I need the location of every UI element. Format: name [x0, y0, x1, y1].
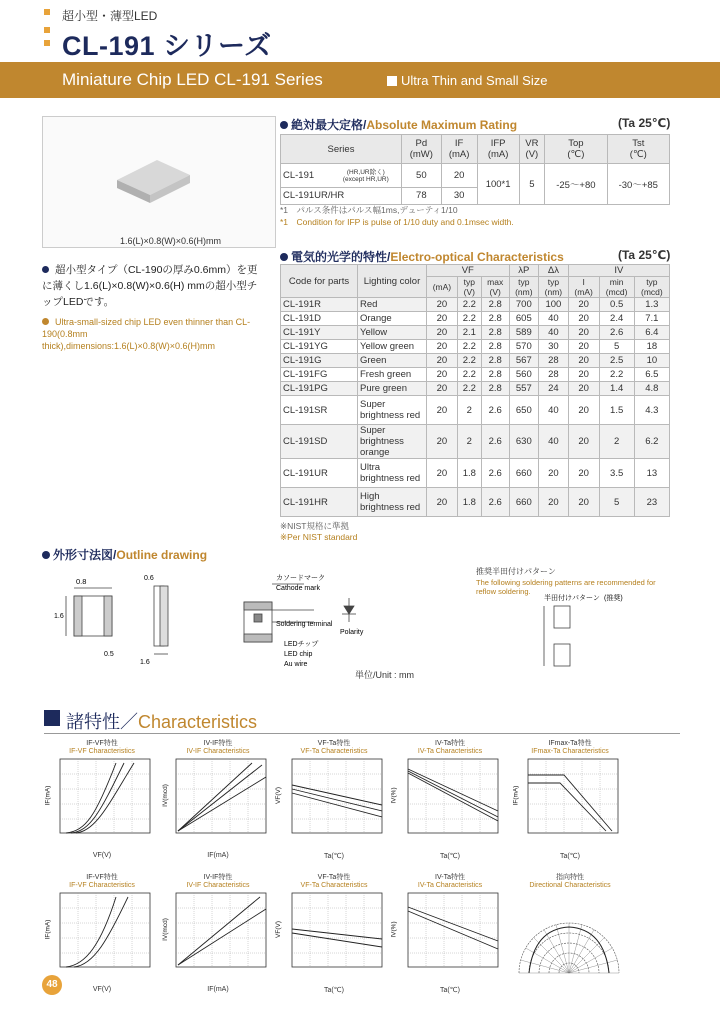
abs-max-title: 絶対最大定格/Absolute Maximum Rating [280, 116, 517, 133]
electro-value: 2.2 [457, 354, 481, 368]
graph-subtitle: VF-Ta Characteristics [300, 882, 368, 889]
electro-value: 20 [427, 425, 458, 459]
electro-value: 1.8 [457, 488, 481, 517]
characteristic-graph [162, 872, 274, 992]
electro-value: 570 [509, 340, 539, 354]
graph-subtitle: Directional Characteristics [529, 882, 611, 889]
electro-value: 40 [539, 312, 569, 326]
lighting-color: Fresh green [358, 368, 427, 382]
graph-plot [394, 755, 504, 847]
outline-polarity: Polarity [340, 629, 364, 636]
graph-plot [394, 889, 504, 981]
abs-vr: 5 [519, 164, 545, 205]
outline-dim-16a: 1.6 [54, 613, 64, 620]
electro-value: 7.1 [634, 312, 669, 326]
outline-pattern-rec: (推奨) [604, 595, 623, 602]
electro-value: 2.8 [481, 340, 509, 354]
photo-caption: 1.6(L)×0.8(W)×0.6(H)mm [120, 236, 222, 246]
electro-value: 2.6 [481, 459, 509, 488]
electro-title: 電気的光学的特性/Electro-optical Characteristics [280, 248, 564, 265]
electro-value: 20 [427, 368, 458, 382]
electro-value: 2.8 [481, 298, 509, 312]
electro-value: 660 [509, 488, 539, 517]
electro-value: 2.6 [481, 488, 509, 517]
abs-tst: -30～+85 [607, 164, 669, 205]
electro-row [281, 340, 670, 354]
electro-value: 2 [457, 425, 481, 459]
pattern-en: The following soldering patterns are recommended for reflow soldering. [476, 578, 656, 596]
outline-unit: 単位/Unit : mm [355, 670, 415, 680]
part-code: CL-191HR [281, 488, 358, 517]
electro-title-jp: 電気的光学的特性 [291, 250, 388, 264]
electro-value: 20 [568, 340, 599, 354]
graph-plot [46, 889, 156, 981]
lighting-color: Yellow [358, 326, 427, 340]
graph-x-label: VF(V) [92, 852, 112, 859]
bullet-icon [280, 253, 288, 261]
electro-value: 630 [509, 425, 539, 459]
page-title: CL-191 シリーズ [62, 31, 272, 61]
outline-chip-jp: LEDチップ [284, 641, 319, 648]
lighting-color: Orange [358, 312, 427, 326]
electro-value: 20 [427, 298, 458, 312]
abs-max-condition: (Ta 25℃) [618, 116, 671, 130]
characteristics-title: 諸特性／Characteristics [66, 712, 258, 732]
electro-value: 28 [539, 354, 569, 368]
th-iv-typ: typ (mcd) [634, 277, 669, 298]
feature-en [42, 316, 262, 352]
electro-value: 2.2 [457, 340, 481, 354]
graph-x-label: IF(mA) [207, 986, 229, 993]
electro-value: 20 [427, 382, 458, 396]
graph-subtitle: VF-Ta Characteristics [300, 748, 368, 755]
electro-value: 20 [427, 312, 458, 326]
electro-value: 20 [539, 488, 569, 517]
electro-value: 2.2 [457, 298, 481, 312]
graph-title: 指向特性 [556, 874, 584, 881]
graph-title: VF-Ta特性 [317, 874, 351, 881]
lighting-color: Super brightness orange [358, 425, 427, 459]
graph-title: IFmax-Ta特性 [548, 740, 592, 747]
electro-value: 20 [427, 488, 458, 517]
lighting-color: Super brightness red [358, 396, 427, 425]
electro-value: 2.2 [599, 368, 634, 382]
outline-title-jp: 外形寸法図 [53, 548, 114, 562]
electro-value: 20 [568, 368, 599, 382]
electro-value: 20 [568, 354, 599, 368]
th-vf-typ: typ (V) [457, 277, 481, 298]
electro-value: 560 [509, 368, 539, 382]
electro-value: 5 [599, 488, 634, 517]
th-tst: Tst (℃) [607, 135, 669, 164]
graph-plot [514, 755, 624, 847]
abs-note-en: *1 Condition for IFP is pulse of 1/10 duty and 0.1msec width. [280, 217, 514, 227]
electro-value: 30 [539, 340, 569, 354]
graph-subtitle: IF-VF Characteristics [69, 882, 135, 889]
electro-value: 6.2 [634, 425, 669, 459]
banner-subtitle-text: Ultra Thin and Small Size [401, 73, 548, 88]
electro-value: 6.4 [634, 326, 669, 340]
square-icon [387, 76, 397, 86]
electro-value: 20 [568, 459, 599, 488]
electro-value: 40 [539, 425, 569, 459]
th-ifp: IFP (mA) [477, 135, 519, 164]
electro-value: 40 [539, 396, 569, 425]
graph-x-label: VF(V) [92, 986, 112, 993]
outline-chip-en: LED chip [284, 651, 313, 658]
graph-title: IV-IF特性 [203, 874, 233, 881]
outline-terminal: Soldering terminal [276, 621, 333, 628]
abs-max-title-en: Absolute Maximum Rating [366, 118, 518, 132]
th-pd: Pd (mW) [401, 135, 441, 164]
pattern-title: 推奨半田付けパターン [476, 567, 556, 576]
characteristic-graph [514, 738, 626, 858]
outline-dim-08: 0.8 [76, 577, 87, 586]
lighting-color: Pure green [358, 382, 427, 396]
bullet-icon [42, 266, 49, 273]
bullet-icon [280, 121, 288, 129]
graph-y-label: IF(mA) [44, 785, 52, 806]
part-code: CL-191G [281, 354, 358, 368]
electro-title-en: Electro-optical Characteristics [390, 250, 564, 264]
th-top: Top (℃) [545, 135, 607, 164]
graph-plot [278, 755, 388, 847]
electro-value: 5 [599, 340, 634, 354]
characteristic-graph [46, 738, 158, 858]
th-iv-min: min (mcd) [599, 277, 634, 298]
graph-subtitle: IV-IF Characteristics [186, 748, 250, 755]
electro-value: 6.5 [634, 368, 669, 382]
graph-y-label: IV(mcd) [161, 784, 169, 807]
electro-value: 2.8 [481, 326, 509, 340]
th-vr: VR (V) [519, 135, 545, 164]
electro-value: 13 [634, 459, 669, 488]
th-vf-group: VF [427, 265, 510, 277]
bullet-icon [42, 551, 50, 559]
electro-value: 660 [509, 459, 539, 488]
electro-row [281, 382, 670, 396]
graph-x-label: Ta(℃) [560, 853, 580, 860]
graph-title: IV-Ta特性 [435, 740, 465, 747]
electro-row [281, 312, 670, 326]
abs-max-table [280, 134, 670, 205]
electro-value: 20 [568, 326, 599, 340]
characteristic-graph [390, 738, 506, 860]
electro-value: 4.3 [634, 396, 669, 425]
electro-value: 557 [509, 382, 539, 396]
graph-subtitle: IF-VF Characteristics [69, 748, 135, 755]
electro-value: 2.8 [481, 382, 509, 396]
electro-value: 2.1 [457, 326, 481, 340]
outline-dim-16b: 1.6 [140, 659, 150, 666]
electro-value: 100 [539, 298, 569, 312]
electro-value: 28 [539, 368, 569, 382]
characteristics-square-icon [44, 710, 60, 726]
electro-row [281, 354, 670, 368]
electro-value: 20 [427, 396, 458, 425]
graph-title: IV-IF特性 [203, 740, 233, 747]
th-lp-group: λP [509, 265, 539, 277]
banner-subtitle [387, 73, 547, 88]
graph-x-label: Ta(℃) [324, 853, 344, 860]
characteristic-graph [514, 872, 626, 992]
electro-value: 20 [568, 488, 599, 517]
graph-y-label: IV(%) [390, 787, 398, 804]
electro-value: 20 [427, 354, 458, 368]
th-vf-i: (mA) [427, 277, 458, 298]
header-square-1 [44, 9, 50, 15]
graph-title: IF-VF特性 [86, 740, 118, 747]
electro-value: 20 [568, 312, 599, 326]
outline-title-en: Outline drawing [116, 548, 208, 562]
electro-value: 2.2 [457, 368, 481, 382]
electro-value: 1.5 [599, 396, 634, 425]
graph-x-label: IF(mA) [207, 852, 229, 859]
graph-y-label: IV(mcd) [161, 918, 169, 941]
electro-value: 2.8 [481, 368, 509, 382]
electro-value: 3.5 [599, 459, 634, 488]
graph-x-label: Ta(℃) [440, 987, 460, 994]
th-color: Lighting color [358, 265, 427, 298]
graph-y-label: IF(mA) [44, 919, 52, 940]
graph-y-label: IV(%) [390, 921, 398, 938]
electro-value: 23 [634, 488, 669, 517]
electro-value: 605 [509, 312, 539, 326]
graph-y-label: VF(V) [274, 787, 282, 804]
graph-x-label: Ta(℃) [324, 987, 344, 994]
electro-value: 2.2 [457, 312, 481, 326]
header-square-3 [44, 40, 50, 46]
abs-series-note: (HR,UR除く) (except HR,UR) [331, 164, 402, 188]
banner-title: Miniature Chip LED CL-191 Series [62, 70, 323, 89]
th-vf-max: max (V) [481, 277, 509, 298]
electro-table [280, 264, 670, 517]
graph-subtitle: IV-Ta Characteristics [417, 882, 483, 889]
electro-value: 4.8 [634, 382, 669, 396]
graph-plot [278, 889, 388, 981]
outline-au-wire: Au wire [284, 661, 308, 668]
electro-value: 40 [539, 326, 569, 340]
electro-value: 1.4 [599, 382, 634, 396]
electro-value: 20 [427, 326, 458, 340]
abs-max-title-jp: 絶対最大定格 [291, 118, 364, 132]
graph-title: VF-Ta特性 [317, 740, 351, 747]
characteristics-title-jp: 諸特性 [66, 712, 120, 732]
abs-ifp: 100*1 [477, 164, 519, 205]
outline-cathode-en: Cathode mark [276, 585, 320, 592]
characteristic-graph [390, 872, 506, 994]
part-code: CL-191PG [281, 382, 358, 396]
graph-title: IF-VF特性 [86, 874, 118, 881]
graph-subtitle: IV-Ta Characteristics [417, 748, 483, 755]
electro-value: 2.8 [481, 312, 509, 326]
header-subtitle: 超小型・薄型LED [62, 9, 158, 23]
graph-y-label: IF(mA) [512, 785, 520, 806]
th-if: IF (mA) [441, 135, 477, 164]
header-square-2 [44, 27, 50, 33]
graph-x-label: Ta(℃) [440, 853, 460, 860]
graph-y-label: VF(V) [274, 921, 282, 938]
electro-value: 20 [427, 459, 458, 488]
characteristic-graph [274, 738, 390, 860]
electro-value: 20 [568, 298, 599, 312]
electro-note-jp: ※NIST規格に準拠 [280, 521, 349, 531]
graph-subtitle: IV-IF Characteristics [186, 882, 250, 889]
electro-value: 1.8 [457, 459, 481, 488]
characteristic-graph [274, 872, 390, 994]
lighting-color: Ultra brightness red [358, 459, 427, 488]
lighting-color: Yellow green [358, 340, 427, 354]
electro-value: 20 [568, 396, 599, 425]
th-iv-group: IV [568, 265, 669, 277]
electro-row [281, 488, 670, 517]
part-code: CL-191Y [281, 326, 358, 340]
th-lp-typ: typ (nm) [509, 277, 539, 298]
electro-row [281, 396, 670, 425]
part-code: CL-191SR [281, 396, 358, 425]
th-iv-i: I (mA) [568, 277, 599, 298]
characteristic-graph [162, 738, 274, 858]
electro-note-en: ※Per NIST standard [280, 532, 358, 542]
electro-value: 2.6 [599, 326, 634, 340]
graph-plot [514, 889, 624, 981]
abs-series-1: CL-191 [281, 164, 331, 188]
feature-en-text: Ultra-small-sized chip LED even thinner than CL-190(0.8mm thick),dimensions:1.6(L)×0.8(W)×0.6(H)mm [42, 317, 251, 351]
chip-led-image [112, 145, 192, 205]
electro-row [281, 459, 670, 488]
th-series: Series [281, 135, 402, 164]
electro-value: 2.6 [481, 425, 509, 459]
abs-if-2: 30 [441, 187, 477, 204]
abs-pd-1: 50 [401, 164, 441, 188]
bullet-icon [42, 318, 49, 325]
electro-value: 24 [539, 382, 569, 396]
part-code: CL-191SD [281, 425, 358, 459]
graph-plot [162, 889, 272, 981]
abs-top: -25～+80 [545, 164, 607, 205]
abs-series-2: CL-191UR/HR [281, 187, 402, 204]
th-dl-typ: typ (nm) [539, 277, 569, 298]
characteristics-title-en: Characteristics [138, 712, 258, 732]
lighting-color: Red [358, 298, 427, 312]
electro-value: 1.3 [634, 298, 669, 312]
electro-value: 2 [457, 396, 481, 425]
abs-pd-2: 78 [401, 187, 441, 204]
electro-value: 2.2 [457, 382, 481, 396]
graph-subtitle: IFmax-Ta Characteristics [531, 748, 609, 755]
electro-value: 20 [539, 459, 569, 488]
electro-condition: (Ta 25℃) [618, 248, 671, 262]
feature-jp-text: 超小型タイプ（CL-190の厚み0.6mm）を更に薄くし1.6(L)×0.8(W)×0.6(H) mmの超小型チップLEDです。 [42, 264, 258, 308]
electro-row [281, 425, 670, 459]
electro-value: 650 [509, 396, 539, 425]
electro-value: 10 [634, 354, 669, 368]
characteristic-graph [46, 872, 158, 992]
electro-value: 700 [509, 298, 539, 312]
part-code: CL-191R [281, 298, 358, 312]
characteristics-divider [44, 733, 680, 734]
electro-row [281, 298, 670, 312]
graph-title: IV-Ta特性 [435, 874, 465, 881]
electro-value: 2.4 [599, 312, 634, 326]
outline-dim-06: 0.6 [144, 575, 154, 582]
abs-if-1: 20 [441, 164, 477, 188]
electro-row [281, 326, 670, 340]
electro-value: 20 [427, 340, 458, 354]
outline-cathode-jp: カソードマーク [276, 575, 325, 582]
graph-plot [162, 755, 272, 847]
outline-dim-05: 0.5 [104, 651, 114, 658]
lighting-color: High brightness red [358, 488, 427, 517]
outline-title: 外形寸法図/Outline drawing [42, 546, 207, 563]
graph-plot [46, 755, 156, 847]
electro-value: 0.5 [599, 298, 634, 312]
electro-value: 2.8 [481, 354, 509, 368]
part-code: CL-191FG [281, 368, 358, 382]
electro-value: 2 [599, 425, 634, 459]
electro-value: 589 [509, 326, 539, 340]
lighting-color: Green [358, 354, 427, 368]
part-code: CL-191D [281, 312, 358, 326]
part-code: CL-191UR [281, 459, 358, 488]
abs-note-jp: *1 パルス条件はパルス幅1ms,デューティ1/10 [280, 205, 458, 215]
outline-pattern-label: 半田付けパターン [544, 595, 600, 602]
electro-value: 2.6 [481, 396, 509, 425]
electro-value: 20 [568, 382, 599, 396]
th-dl-group: Δλ [539, 265, 569, 277]
electro-value: 18 [634, 340, 669, 354]
page-number: 48 [42, 975, 62, 995]
feature-jp [42, 262, 262, 310]
electro-value: 2.5 [599, 354, 634, 368]
electro-value: 567 [509, 354, 539, 368]
electro-row [281, 368, 670, 382]
th-code: Code for parts [281, 265, 358, 298]
part-code: CL-191YG [281, 340, 358, 354]
electro-value: 20 [568, 425, 599, 459]
